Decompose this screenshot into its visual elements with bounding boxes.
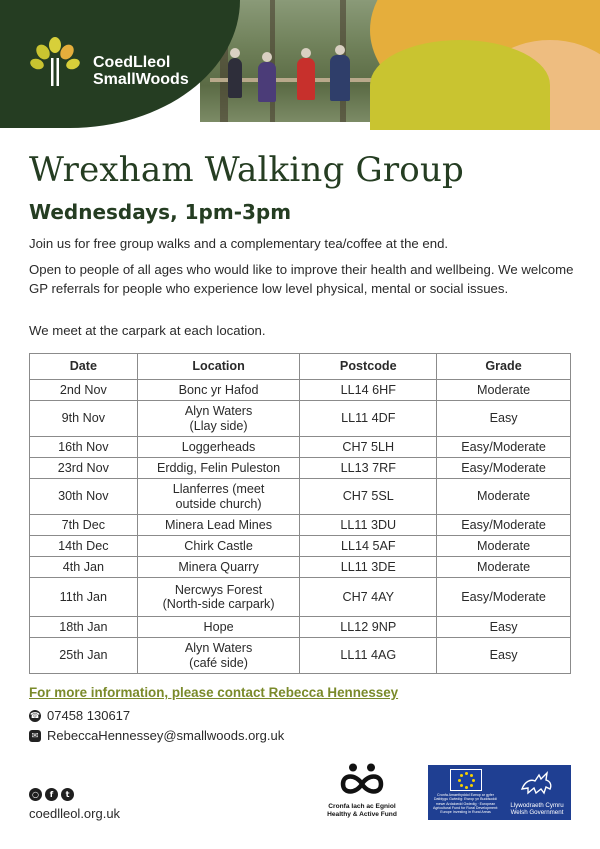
cell-date: 11th Jan: [30, 578, 138, 617]
cell-grade: Moderate: [437, 479, 571, 515]
cell-postcode: CH7 5SL: [300, 479, 437, 515]
table-row: [30, 437, 571, 458]
cell-postcode: LL11 3DE: [300, 557, 437, 578]
cell-location: Minera Quarry: [137, 557, 300, 578]
header-location: Location: [137, 354, 300, 380]
header-banner: [0, 0, 600, 130]
email-address[interactable]: RebeccaHennessey@smallwoods.org.uk: [47, 728, 285, 743]
table-row: [30, 380, 571, 401]
cell-location: Erddig, Felin Puleston: [137, 458, 300, 479]
cell-grade: Easy/Moderate: [437, 458, 571, 479]
cell-location: Nercwys Forest (North-side carpark): [137, 578, 300, 617]
schedule-subtitle: Wednesdays, 1pm-3pm: [29, 200, 292, 224]
fund-name-welsh: Cronfa Iach ac Egniol: [328, 803, 396, 810]
cell-postcode: LL13 7RF: [300, 458, 437, 479]
cell-grade: Easy: [437, 638, 571, 674]
cell-postcode: LL14 6HF: [300, 380, 437, 401]
healthy-active-fund-logo: [326, 763, 398, 819]
table-row: [30, 578, 571, 617]
cell-date: 25th Jan: [30, 638, 138, 674]
cell-grade: Moderate: [437, 557, 571, 578]
cell-grade: Easy/Moderate: [437, 515, 571, 536]
table-row: [30, 458, 571, 479]
header-postcode: Postcode: [300, 354, 437, 380]
walk-schedule-table: [29, 353, 571, 674]
brand-name-line1: CoedLleol: [93, 54, 171, 71]
cell-date: 23rd Nov: [30, 458, 138, 479]
cell-date: 9th Nov: [30, 401, 138, 437]
cell-location: Bonc yr Hafod: [137, 380, 300, 401]
fund-name-english: Healthy & Active Fund: [327, 811, 397, 818]
twitter-icon[interactable]: t: [61, 788, 74, 801]
cell-date: 4th Jan: [30, 557, 138, 578]
cell-location: Hope: [137, 617, 300, 638]
cell-location: Llanferres (meet outside church): [137, 479, 300, 515]
table-row: [30, 617, 571, 638]
cell-date: 2nd Nov: [30, 380, 138, 401]
phone-icon: ☎: [30, 710, 40, 720]
healthy-active-fund-icon: [340, 763, 384, 797]
eu-funding-text: Cronfa Amaethyddol Ewrop ar gyfer Datblygu Gwledig: Ewrop yn Buddsoddi mewn Ardaloedd Gwledig · European Agricultural Fund for Rural Development: Europe Investing in Rural Areas: [432, 793, 499, 815]
page-title: Wrexham Walking Group: [29, 150, 465, 190]
coedlleol-logo-icon: [30, 36, 80, 88]
header-grade: Grade: [437, 354, 571, 380]
cell-location: Alyn Waters (café side): [137, 638, 300, 674]
table-row: [30, 557, 571, 578]
table-row: [30, 515, 571, 536]
welsh-government-welsh: Llywodraeth Cymru: [510, 802, 564, 809]
cell-grade: Moderate: [437, 536, 571, 557]
cell-postcode: LL11 4DF: [300, 401, 437, 437]
brand-name: [93, 54, 189, 88]
intro-paragraph: Join us for free group walks and a complementary tea/coffee at the end.: [29, 236, 449, 251]
table-row: [30, 401, 571, 437]
meeting-point-paragraph: We meet at the carpark at each location.: [29, 323, 266, 338]
cell-postcode: CH7 4AY: [300, 578, 437, 617]
header-date: Date: [30, 354, 138, 380]
cell-location: Loggerheads: [137, 437, 300, 458]
cell-grade: Easy: [437, 401, 571, 437]
eligibility-paragraph: Open to people of all ages who would like to improve their health and wellbeing. We welcome GP referrals for people who experience low level physical, mental or social issues.: [29, 262, 574, 296]
cell-location: Alyn Waters (Llay side): [137, 401, 300, 437]
decorative-lime-shape: [370, 40, 550, 130]
cell-grade: Easy/Moderate: [437, 578, 571, 617]
brand-name-line2: SmallWoods: [93, 71, 189, 88]
phone-number[interactable]: 07458 130617: [47, 708, 131, 723]
cell-grade: Easy/Moderate: [437, 437, 571, 458]
table-row: [30, 638, 571, 674]
email-icon: ✉: [29, 730, 41, 742]
cell-date: 16th Nov: [30, 437, 138, 458]
table-row: [30, 536, 571, 557]
email-row: [29, 728, 284, 743]
table-row: [30, 479, 571, 515]
cell-date: 18th Jan: [30, 617, 138, 638]
cell-date: 7th Dec: [30, 515, 138, 536]
welsh-government-english: Welsh Government: [510, 809, 564, 816]
welsh-government-logo: [503, 765, 571, 820]
cell-date: 30th Nov: [30, 479, 138, 515]
social-icons: [29, 788, 74, 801]
cell-postcode: LL11 4AG: [300, 638, 437, 674]
cell-postcode: LL11 3DU: [300, 515, 437, 536]
cell-location: Chirk Castle: [137, 536, 300, 557]
eu-flag-icon: [450, 769, 482, 791]
cell-location: Minera Lead Mines: [137, 515, 300, 536]
cell-postcode: LL12 9NP: [300, 617, 437, 638]
facebook-icon[interactable]: f: [45, 788, 58, 801]
cell-postcode: LL14 5AF: [300, 536, 437, 557]
contact-heading[interactable]: For more information, please contact Rebecca Hennessey: [29, 685, 399, 700]
instagram-icon[interactable]: ○: [29, 788, 42, 801]
welsh-dragon-icon: [519, 769, 555, 797]
website-link[interactable]: coedlleol.org.uk: [29, 806, 121, 821]
eu-funding-logo: [428, 765, 503, 820]
cell-grade: Moderate: [437, 380, 571, 401]
cell-date: 14th Dec: [30, 536, 138, 557]
phone-row: [29, 708, 130, 723]
cell-grade: Easy: [437, 617, 571, 638]
cell-postcode: CH7 5LH: [300, 437, 437, 458]
table-header-row: [30, 354, 571, 380]
